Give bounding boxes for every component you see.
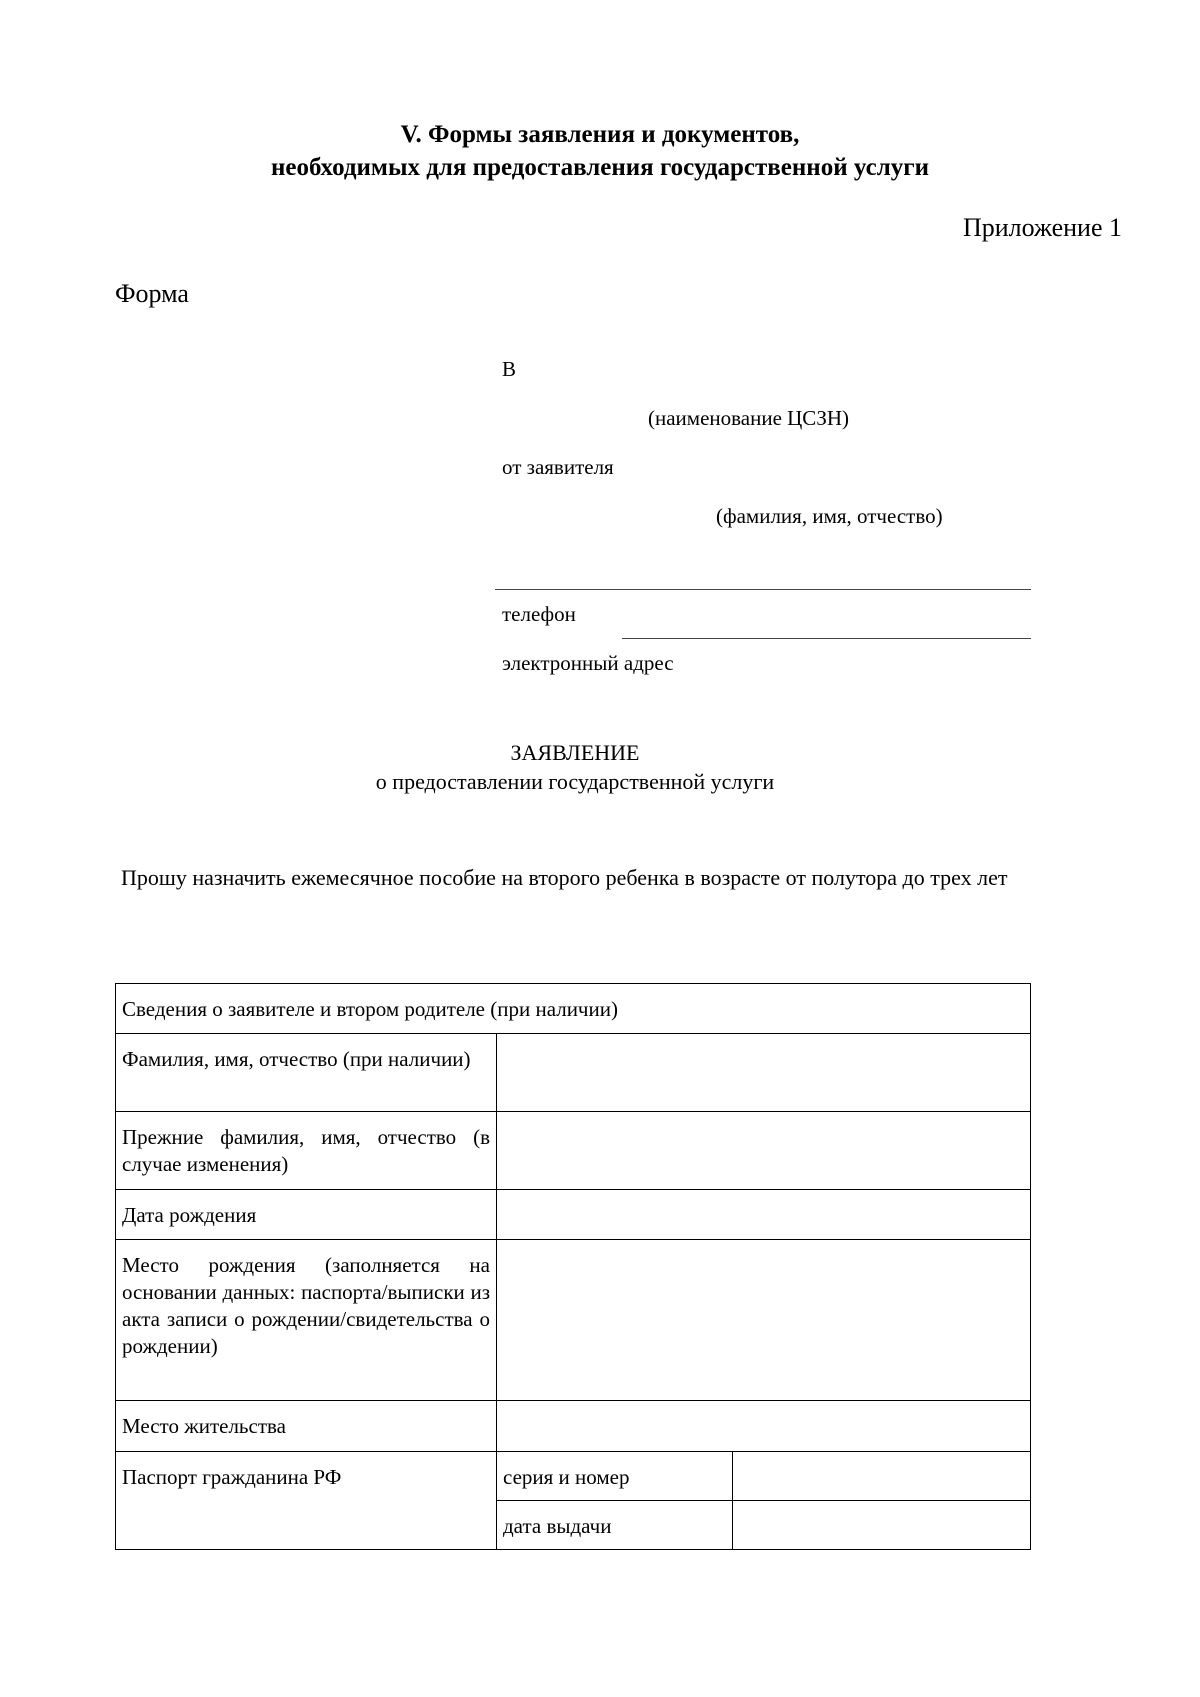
row-label-full-name: Фамилия, имя, отчество (при наличии) (116, 1034, 497, 1112)
row-label-birth-place: Место рождения (заполняется на основании данных: паспорта/выписки из акта записи о рождении/свидетельства о рождении) (116, 1240, 497, 1401)
title-line-1: V. Формы заявления и документов, (400, 121, 800, 148)
from-applicant-label: от заявителя (502, 455, 614, 479)
passport-series-value[interactable] (733, 1452, 1031, 1501)
row-value-birth-place[interactable] (497, 1240, 1031, 1401)
row-label-passport: Паспорт гражданина РФ (116, 1452, 497, 1550)
row-value-birth-date[interactable] (497, 1190, 1031, 1240)
row-label-residence: Место жительства (116, 1401, 497, 1452)
phone-line (622, 638, 1031, 639)
email-label: электронный адрес (502, 651, 674, 675)
table-row (116, 1401, 1031, 1452)
passport-issue-date-label: дата выдачи (497, 1501, 733, 1550)
applicant-info-table (115, 983, 1031, 1550)
passport-series-label: серия и номер (497, 1452, 733, 1501)
applicant-name-hint: (фамилия, имя, отчество) (716, 504, 943, 528)
row-value-residence[interactable] (497, 1401, 1031, 1452)
table-row (116, 1240, 1031, 1401)
to-prefix: В (502, 357, 517, 381)
document-title (0, 118, 1200, 184)
org-name-hint: (наименование ЦСЗН) (648, 406, 849, 430)
annex-number: Приложение 1 (962, 213, 1122, 242)
table-header-cell: Сведения о заявителе и втором родителе (при наличии) (116, 984, 1031, 1034)
table-header-row (116, 984, 1031, 1034)
table-row (116, 1190, 1031, 1240)
phone-label: телефон (502, 602, 576, 626)
statement-subtitle: о предоставлении государственной услуги (375, 769, 775, 794)
table-row (116, 1034, 1031, 1112)
table-row (116, 1112, 1031, 1190)
statement-title: ЗАЯВЛЕНИЕ (510, 740, 640, 765)
row-label-previous-name: Прежние фамилия, имя, отчество (в случае изменения) (116, 1112, 497, 1190)
row-value-full-name[interactable] (497, 1034, 1031, 1112)
passport-issue-date-value[interactable] (733, 1501, 1031, 1550)
applicant-name-line (495, 589, 1031, 590)
request-text: Прошу назначить ежемесячное пособие на второго ребенка в возрасте от полутора до трех лет (121, 865, 1008, 890)
form-label: Форма (115, 279, 189, 308)
table-row (116, 1452, 1031, 1501)
statement-heading (0, 738, 1150, 796)
row-label-birth-date: Дата рождения (116, 1190, 497, 1240)
title-line-2: необходимых для предоставления государственной услуги (271, 154, 929, 181)
row-value-previous-name[interactable] (497, 1112, 1031, 1190)
